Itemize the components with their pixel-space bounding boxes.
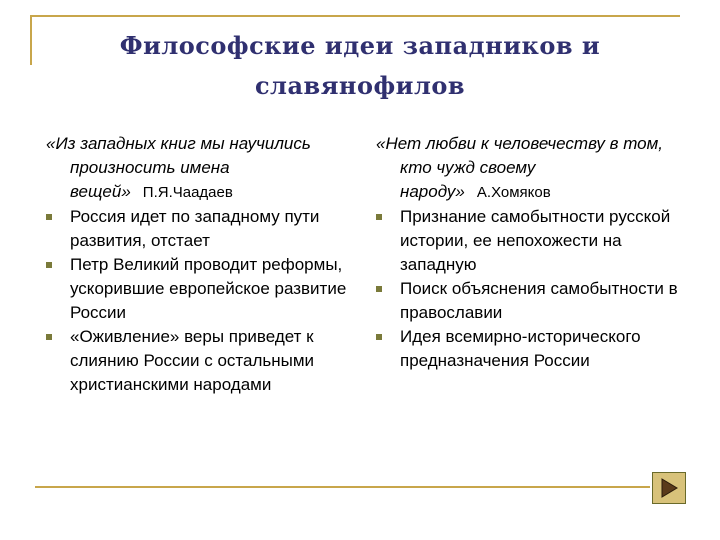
list-item (46, 325, 366, 397)
slide-title (40, 26, 680, 106)
list-item (376, 325, 686, 373)
list-item-text: Россия идет по западному пути развития, отстает (70, 207, 320, 250)
slide-title-line-1: Философские идеи западников и (119, 31, 601, 60)
list-item (376, 277, 686, 325)
slide-title-line-2: славянофилов (254, 71, 466, 100)
square-bullet-icon (376, 334, 382, 340)
square-bullet-icon (46, 262, 52, 268)
slavophiles-quote-author: А.Хомяков (476, 184, 551, 201)
list-item-text: Идея всемирно-исторического предназначения России (400, 327, 641, 370)
next-slide-button[interactable] (652, 472, 686, 504)
square-bullet-icon (376, 286, 382, 292)
list-item-text: Петр Великий проводит реформы, ускорившие европейское развитие России (70, 255, 347, 322)
westernizers-column (46, 132, 366, 397)
list-item (46, 253, 366, 325)
frame-left-line (30, 15, 32, 65)
list-item-text: Поиск объяснения самобытности в православии (400, 279, 678, 322)
slavophiles-quote-text: «Нет любви к человечеству в том, кто чужд своему народу» (376, 134, 663, 201)
list-item (376, 205, 686, 277)
frame-top-line (30, 15, 680, 17)
westernizers-quote-text: «Из западных книг мы научились произносить имена вещей» (46, 134, 311, 201)
westernizers-quote-author: П.Я.Чаадаев (142, 184, 233, 201)
slavophiles-quote (376, 132, 686, 205)
frame-bottom-line (35, 486, 650, 488)
play-triangle-icon (658, 477, 680, 499)
westernizers-quote (46, 132, 366, 205)
square-bullet-icon (376, 214, 382, 220)
square-bullet-icon (46, 334, 52, 340)
list-item-text: Признание самобытности русской истории, ее непохожести на западную (400, 207, 671, 274)
list-item (46, 205, 366, 253)
square-bullet-icon (46, 214, 52, 220)
list-item-text: «Оживление» веры приведет к слиянию России с остальными христианскими народами (70, 327, 315, 394)
slavophiles-column (376, 132, 686, 373)
